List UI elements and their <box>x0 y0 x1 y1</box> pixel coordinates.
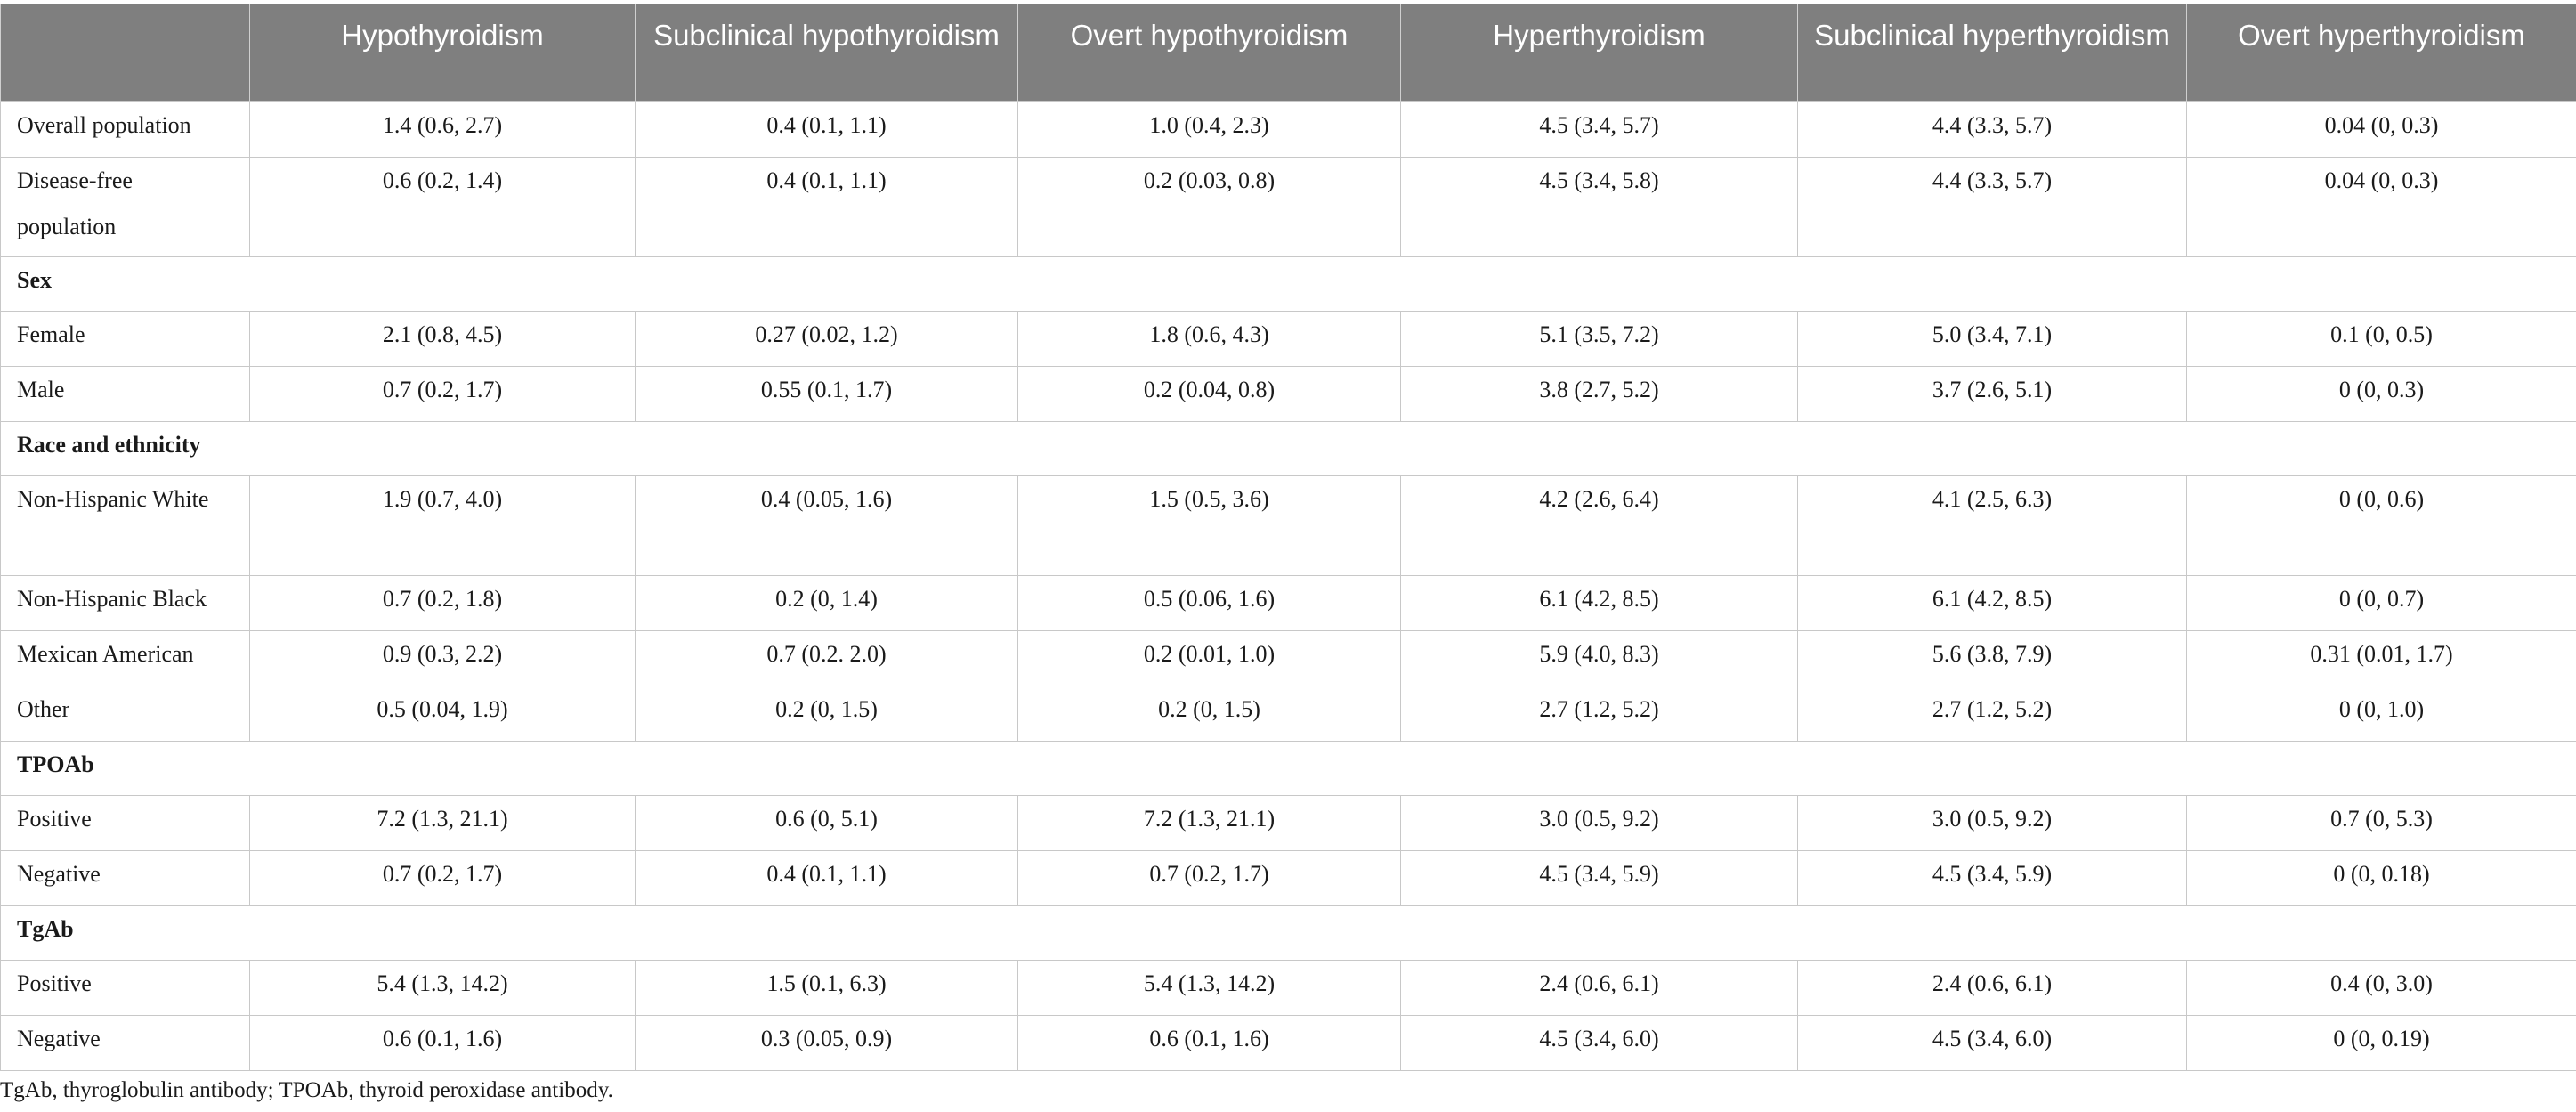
table-cell: 0.4 (0.1, 1.1) <box>636 101 1018 157</box>
table-cell: 0.04 (0, 0.3) <box>2187 101 2576 157</box>
header-row <box>1 4 2576 101</box>
table-cell: 0.6 (0.1, 1.6) <box>250 1015 636 1070</box>
table-cell: 7.2 (1.3, 21.1) <box>1018 795 1401 850</box>
row-label: Disease-free population <box>1 157 250 256</box>
table-row <box>1 575 2576 630</box>
table-footnote: TgAb, thyroglobulin antibody; TPOAb, thyroid peroxidase antibody. <box>0 1078 613 1102</box>
table-cell: 1.4 (0.6, 2.7) <box>250 101 636 157</box>
table-cell: 0.31 (0.01, 1.7) <box>2187 630 2576 686</box>
table-cell: 0.7 (0.2, 1.7) <box>250 850 636 905</box>
table-cell: 0.7 (0.2, 1.8) <box>250 575 636 630</box>
table-row <box>1 366 2576 421</box>
row-label: Non-Hispanic Black <box>1 575 250 630</box>
table-cell: 0.6 (0.1, 1.6) <box>1018 1015 1401 1070</box>
table-cell: 0.27 (0.02, 1.2) <box>636 311 1018 366</box>
table-cell: 0.2 (0.01, 1.0) <box>1018 630 1401 686</box>
header-cell-overt-hypothyroidism: Overt hypothyroidism <box>1018 4 1401 101</box>
table-cell: 3.0 (0.5, 9.2) <box>1401 795 1798 850</box>
table-cell: 0.4 (0, 3.0) <box>2187 960 2576 1015</box>
table-row <box>1 795 2576 850</box>
table-cell: 0.2 (0.04, 0.8) <box>1018 366 1401 421</box>
table-cell: 7.2 (1.3, 21.1) <box>250 795 636 850</box>
table-row <box>1 1015 2576 1070</box>
table-cell: 2.7 (1.2, 5.2) <box>1798 686 2187 741</box>
table-cell: 0 (0, 0.3) <box>2187 366 2576 421</box>
table-row <box>1 157 2576 256</box>
header-cell-subclinical-hyperthyroidism: Subclinical hyperthyroidism <box>1798 4 2187 101</box>
table-cell: 4.2 (2.6, 6.4) <box>1401 475 1798 575</box>
table-cell: 4.5 (3.4, 6.0) <box>1798 1015 2187 1070</box>
table-row <box>1 475 2576 575</box>
table-cell: 5.4 (1.3, 14.2) <box>1018 960 1401 1015</box>
prevalence-table <box>0 4 2576 1071</box>
header-cell-hypothyroidism: Hypothyroidism <box>250 4 636 101</box>
table-row <box>1 630 2576 686</box>
section-header-row <box>1 421 2576 475</box>
section-header-label: TPOAb <box>1 741 2576 795</box>
table-row <box>1 960 2576 1015</box>
table-cell: 3.0 (0.5, 9.2) <box>1798 795 2187 850</box>
table-cell: 6.1 (4.2, 8.5) <box>1401 575 1798 630</box>
table-cell: 0.7 (0.2, 1.7) <box>1018 850 1401 905</box>
table-cell: 0.4 (0.1, 1.1) <box>636 157 1018 256</box>
table-cell: 0.4 (0.1, 1.1) <box>636 850 1018 905</box>
table-cell: 0.04 (0, 0.3) <box>2187 157 2576 256</box>
header-cell-hyperthyroidism: Hyperthyroidism <box>1401 4 1798 101</box>
row-label: Negative <box>1 1015 250 1070</box>
section-header-label: TgAb <box>1 905 2576 960</box>
header-cell-overt-hyperthyroidism: Overt hyperthyroidism <box>2187 4 2576 101</box>
table-cell: 4.5 (3.4, 6.0) <box>1401 1015 1798 1070</box>
table-cell: 2.7 (1.2, 5.2) <box>1401 686 1798 741</box>
table-cell: 0.1 (0, 0.5) <box>2187 311 2576 366</box>
table-cell: 4.5 (3.4, 5.8) <box>1401 157 1798 256</box>
table-cell: 5.1 (3.5, 7.2) <box>1401 311 1798 366</box>
row-label: Overall population <box>1 101 250 157</box>
table-cell: 5.9 (4.0, 8.3) <box>1401 630 1798 686</box>
table-cell: 3.8 (2.7, 5.2) <box>1401 366 1798 421</box>
table-cell: 2.4 (0.6, 6.1) <box>1798 960 2187 1015</box>
header-cell-blank <box>1 4 250 101</box>
table-cell: 5.0 (3.4, 7.1) <box>1798 311 2187 366</box>
table-cell: 2.1 (0.8, 4.5) <box>250 311 636 366</box>
table-cell: 4.5 (3.4, 5.9) <box>1798 850 2187 905</box>
table-cell: 0 (0, 0.19) <box>2187 1015 2576 1070</box>
table-cell: 0.6 (0, 5.1) <box>636 795 1018 850</box>
table-cell: 0.55 (0.1, 1.7) <box>636 366 1018 421</box>
table-cell: 5.4 (1.3, 14.2) <box>250 960 636 1015</box>
row-label: Positive <box>1 795 250 850</box>
table-cell: 1.5 (0.1, 6.3) <box>636 960 1018 1015</box>
table-cell: 1.9 (0.7, 4.0) <box>250 475 636 575</box>
table-cell: 0.9 (0.3, 2.2) <box>250 630 636 686</box>
table-cell: 0 (0, 0.18) <box>2187 850 2576 905</box>
table-cell: 1.8 (0.6, 4.3) <box>1018 311 1401 366</box>
section-header-label: Race and ethnicity <box>1 421 2576 475</box>
table-cell: 4.1 (2.5, 6.3) <box>1798 475 2187 575</box>
table-cell: 3.7 (2.6, 5.1) <box>1798 366 2187 421</box>
row-label: Non-Hispanic White <box>1 475 250 575</box>
table-cell: 6.1 (4.2, 8.5) <box>1798 575 2187 630</box>
table-cell: 0.3 (0.05, 0.9) <box>636 1015 1018 1070</box>
table-cell: 0.7 (0, 5.3) <box>2187 795 2576 850</box>
table-cell: 0.7 (0.2. 2.0) <box>636 630 1018 686</box>
table-cell: 0.2 (0.03, 0.8) <box>1018 157 1401 256</box>
row-label: Positive <box>1 960 250 1015</box>
table-cell: 0 (0, 1.0) <box>2187 686 2576 741</box>
table-row <box>1 101 2576 157</box>
table-body <box>1 101 2576 1070</box>
table-cell: 0 (0, 0.7) <box>2187 575 2576 630</box>
row-label: Male <box>1 366 250 421</box>
table-cell: 0.5 (0.06, 1.6) <box>1018 575 1401 630</box>
table-cell: 0 (0, 0.6) <box>2187 475 2576 575</box>
table-cell: 4.5 (3.4, 5.9) <box>1401 850 1798 905</box>
table-cell: 2.4 (0.6, 6.1) <box>1401 960 1798 1015</box>
table-cell: 4.5 (3.4, 5.7) <box>1401 101 1798 157</box>
table-cell: 0.4 (0.05, 1.6) <box>636 475 1018 575</box>
row-label: Other <box>1 686 250 741</box>
section-header-row <box>1 905 2576 960</box>
table-row <box>1 686 2576 741</box>
table-cell: 4.4 (3.3, 5.7) <box>1798 101 2187 157</box>
table-cell: 0.5 (0.04, 1.9) <box>250 686 636 741</box>
section-header-label: Sex <box>1 256 2576 311</box>
table-row <box>1 311 2576 366</box>
table-cell: 1.5 (0.5, 3.6) <box>1018 475 1401 575</box>
table-row <box>1 850 2576 905</box>
table-cell: 4.4 (3.3, 5.7) <box>1798 157 2187 256</box>
header-cell-subclinical-hypothyroidism: Subclinical hypothyroidism <box>636 4 1018 101</box>
table-cell: 0.2 (0, 1.5) <box>636 686 1018 741</box>
row-label: Negative <box>1 850 250 905</box>
table-cell: 1.0 (0.4, 2.3) <box>1018 101 1401 157</box>
table-cell: 0.2 (0, 1.4) <box>636 575 1018 630</box>
table-cell: 0.2 (0, 1.5) <box>1018 686 1401 741</box>
table-cell: 0.6 (0.2, 1.4) <box>250 157 636 256</box>
section-header-row <box>1 256 2576 311</box>
table-cell: 0.7 (0.2, 1.7) <box>250 366 636 421</box>
row-label: Female <box>1 311 250 366</box>
section-header-row <box>1 741 2576 795</box>
row-label: Mexican American <box>1 630 250 686</box>
table-cell: 5.6 (3.8, 7.9) <box>1798 630 2187 686</box>
